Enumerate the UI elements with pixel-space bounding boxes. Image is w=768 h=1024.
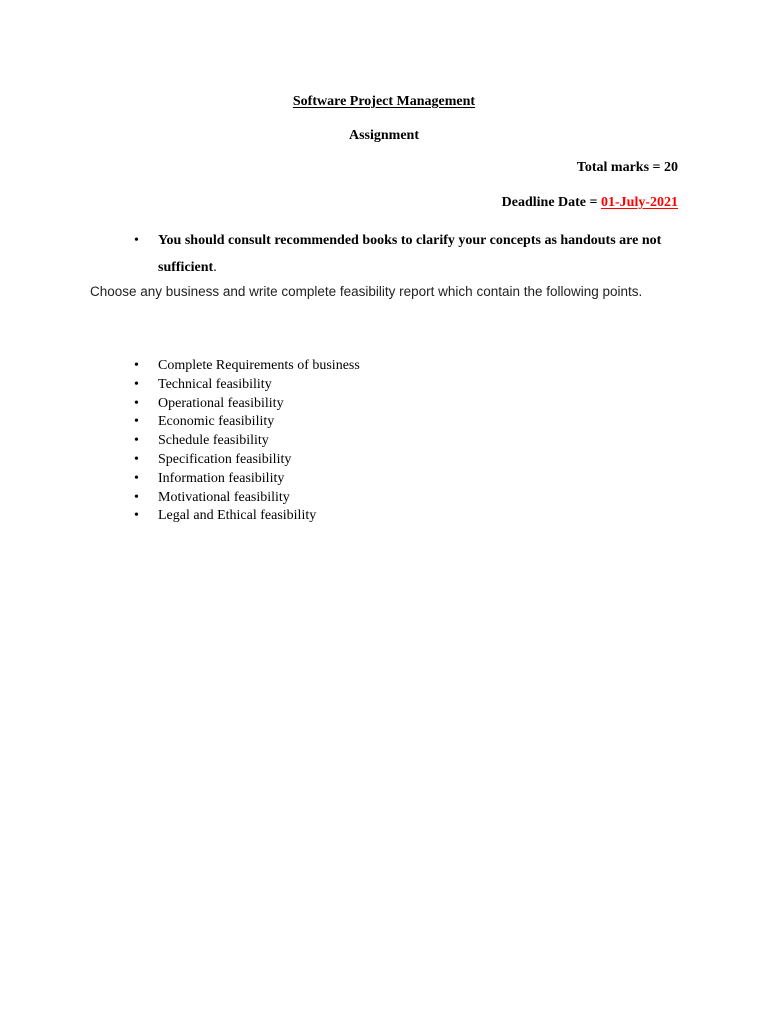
list-item — [134, 507, 360, 526]
list-item-text: Legal and Ethical feasibility — [158, 508, 317, 524]
list-item — [134, 376, 360, 395]
list-item-text: Schedule feasibility — [158, 433, 269, 449]
list-item-text: Complete Requirements of business — [158, 358, 360, 373]
deadline-line — [502, 193, 678, 213]
list-item — [134, 413, 360, 432]
total-marks: Total marks = 20 — [576, 160, 678, 175]
bullet-icon: • — [134, 470, 139, 486]
list-item — [134, 357, 360, 376]
bullet-icon: • — [134, 395, 139, 411]
list-item-text: Information feasibility — [158, 470, 285, 486]
note-text — [158, 227, 688, 281]
intro-paragraph: Choose any business and write complete feasibility report which contain the following points. — [90, 284, 643, 299]
list-item — [134, 395, 360, 414]
feasibility-list — [134, 357, 360, 526]
bullet-icon: • — [134, 233, 139, 248]
bullet-icon: • — [134, 358, 139, 373]
document-title — [0, 92, 768, 112]
note-bold-text: You should consult recommended books to clarify your concepts as handouts are not sufficient — [158, 233, 662, 275]
bullet-icon: • — [134, 508, 139, 524]
bullet-icon: • — [134, 451, 139, 467]
bullet-icon: • — [134, 376, 139, 392]
list-item — [134, 470, 360, 489]
document-subtitle: Assignment — [348, 128, 419, 143]
list-item-text: Operational feasibility — [158, 395, 284, 411]
deadline-label: Deadline Date = — [501, 195, 601, 210]
list-item-text: Specification feasibility — [158, 451, 292, 467]
list-item — [134, 432, 360, 451]
note-end: . — [213, 260, 217, 275]
bullet-icon: • — [134, 433, 139, 449]
deadline-date: 01-July-2021 — [601, 195, 678, 210]
list-item-text: Economic feasibility — [158, 414, 275, 430]
document-title-text: Software Project Management — [292, 94, 476, 109]
bullet-icon: • — [134, 489, 139, 505]
list-item — [134, 451, 360, 470]
list-item-text: Motivational feasibility — [158, 489, 290, 505]
bullet-icon: • — [134, 414, 139, 430]
list-item — [134, 489, 360, 508]
list-item-text: Technical feasibility — [158, 376, 272, 392]
